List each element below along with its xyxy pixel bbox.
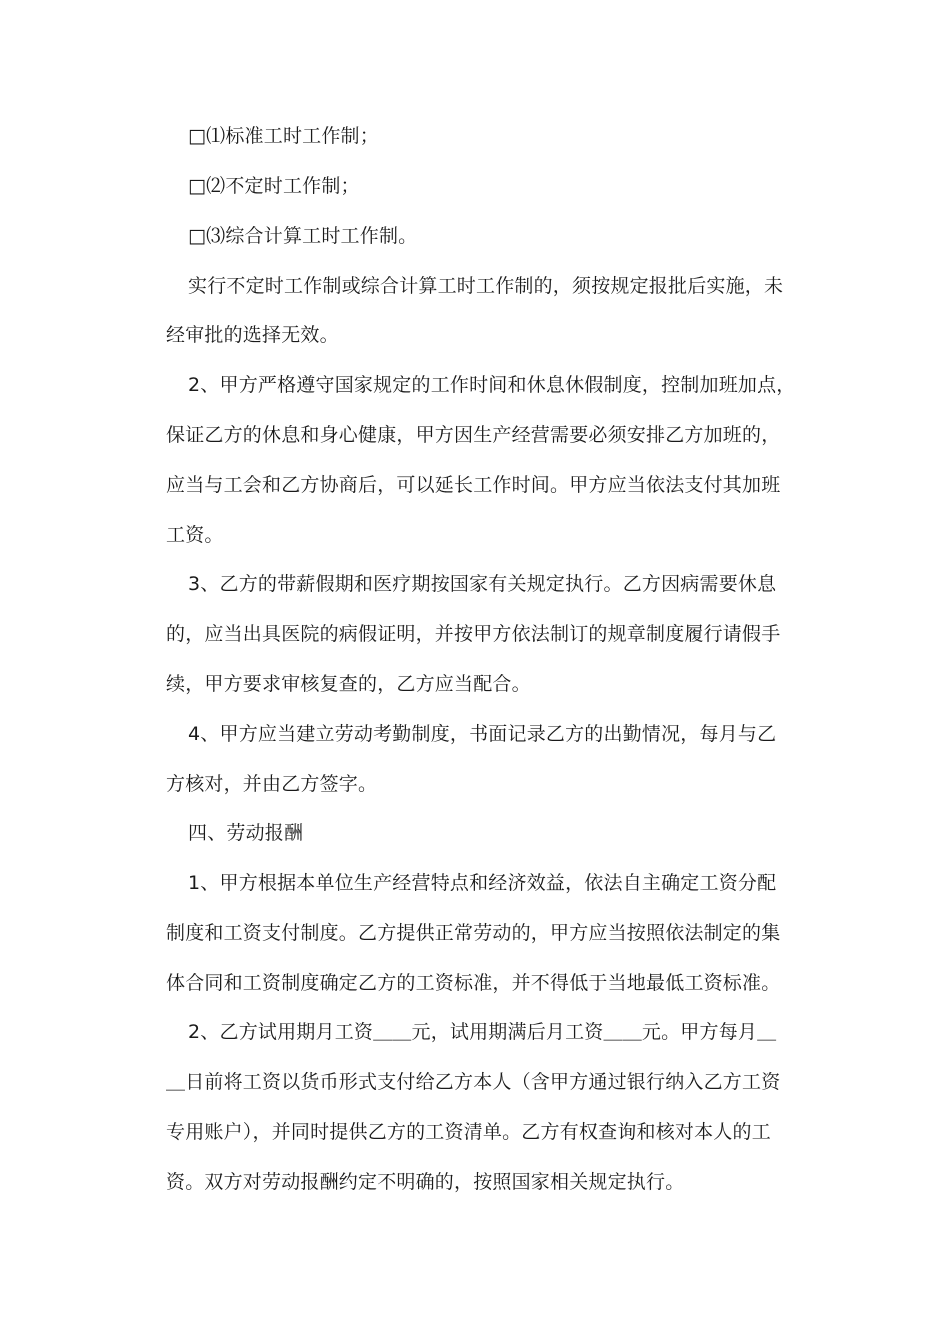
paragraph-line: 2、乙方试用期月工资＿＿元，试用期满后月工资＿＿元。甲方每月＿ [188,1021,777,1043]
section-heading: 四、劳动报酬 [188,822,304,844]
paragraph-line: 实行不定时工作制或综合计算工时工作制的，须按规定报批后实施，未 [188,275,784,297]
paragraph-line: 资。双方对劳动报酬约定不明确的，按照国家相关规定执行。 [166,1171,685,1193]
paragraph-line: 体合同和工资制度确定乙方的工资标准，并不得低于当地最低工资标准。 [166,972,781,994]
paragraph-line: 工资。 [166,524,224,546]
paragraph-line: ＿日前将工资以货币形式支付给乙方本人（含甲方通过银行纳入乙方工资 [166,1071,781,1093]
paragraph-line: 续，甲方要求审核复查的，乙方应当配合。 [166,673,531,695]
paragraph-line: 4、甲方应当建立劳动考勤制度，书面记录乙方的出勤情况，每月与乙 [188,723,777,745]
paragraph-line: 3、乙方的带薪假期和医疗期按国家有关规定执行。乙方因病需要休息 [188,573,777,595]
paragraph-line: 方核对，并由乙方签字。 [166,773,378,795]
paragraph-line: 1、甲方根据本单位生产经营特点和经济效益，依法自主确定工资分配 [188,872,777,894]
paragraph-line: 专用账户），并同时提供乙方的工资清单。乙方有权查询和核对本人的工 [166,1121,771,1143]
option-standard-hours: □⑴标准工时工作制； [188,125,379,147]
option-flexible-hours: □⑵不定时工作制； [188,175,360,197]
option-comprehensive-hours: □⑶综合计算工时工作制。 [188,225,418,247]
paragraph-line: 制度和工资支付制度。乙方提供正常劳动的，甲方应当按照依法制定的集 [166,922,781,944]
paragraph-line: 应当与工会和乙方协商后，可以延长工作时间。甲方应当依法支付其加班 [166,474,781,496]
paragraph-line: 的，应当出具医院的病假证明，并按甲方依法制订的规章制度履行请假手 [166,623,781,645]
paragraph-line: 保证乙方的休息和身心健康，甲方因生产经营需要必须安排乙方加班的， [166,424,781,446]
paragraph-line: 2、甲方严格遵守国家规定的工作时间和休息休假制度，控制加班加点， [188,374,796,396]
paragraph-line: 经审批的选择无效。 [166,324,339,346]
